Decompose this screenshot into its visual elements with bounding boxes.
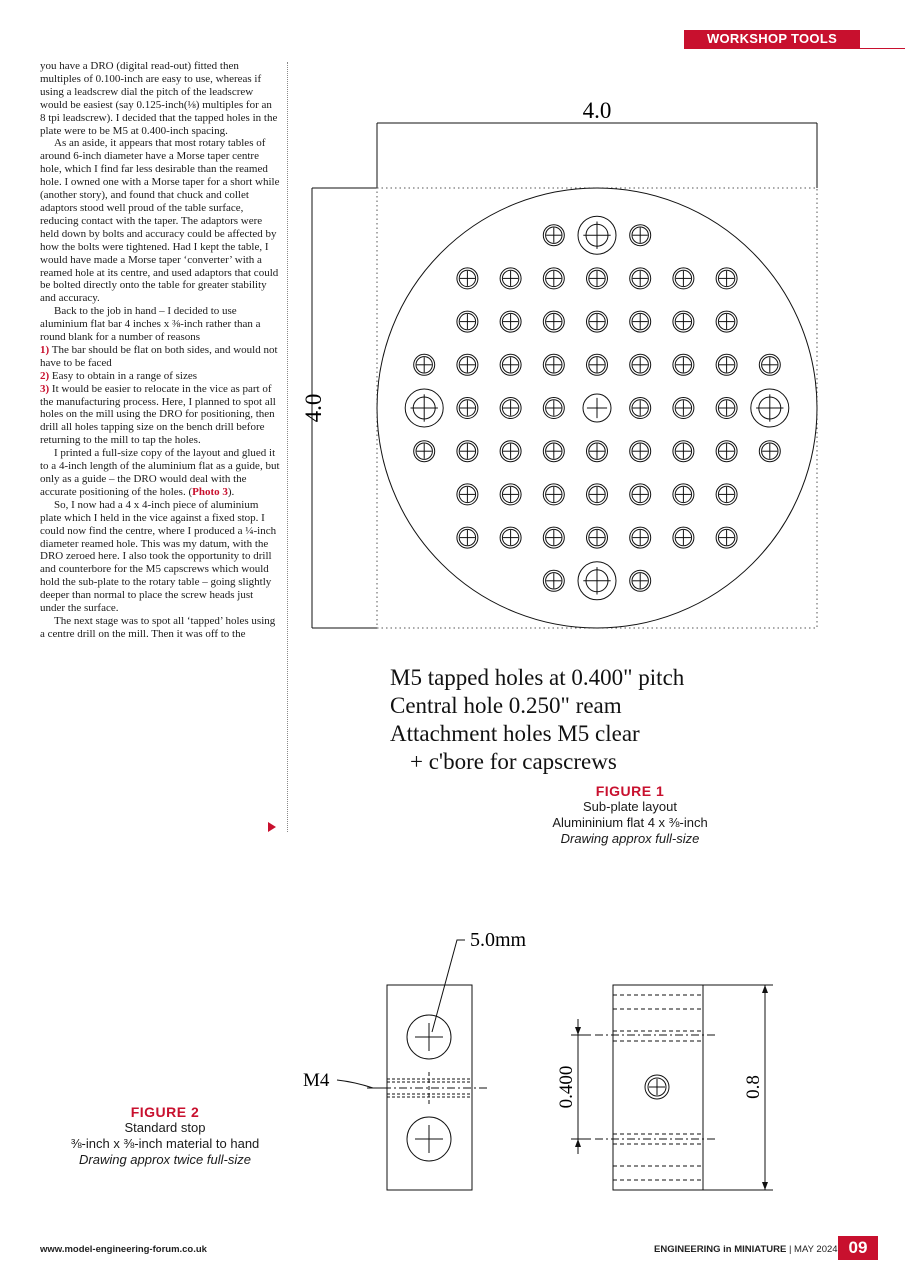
reason-text: It would be easier to relocate in the vice as part of the manufacturing process. Here, I planned to spot all holes on the mill using the DRO for positioning, then drill all holes tapping size on the bench drill before returning to the mill to tap the holes. bbox=[40, 382, 276, 447]
footer-masthead bbox=[654, 1244, 838, 1255]
dim-label-left: 4.0 bbox=[301, 393, 326, 423]
figure2-caption bbox=[20, 1104, 310, 1168]
reason-item bbox=[40, 370, 280, 383]
tap-size-label: M4 bbox=[303, 1070, 330, 1091]
leader-line bbox=[432, 940, 465, 1032]
reason-item bbox=[40, 383, 280, 448]
note-line: Central hole 0.250" ream bbox=[390, 693, 622, 718]
paragraph: you have a DRO (digital read-out) fitted then multiples of 0.100-inch are easy to use, whereas if using a leadscrew dial the pitch of the leadscrew would be easiest (say 0.125-inch(⅛) multiples for an 8 tpi leadscrew). I decided that the tapped holes in the plate were to be M5 at 0.400-inch spacing. bbox=[40, 60, 278, 137]
reason-text: Easy to obtain in a range of sizes bbox=[51, 369, 198, 382]
paragraph: The next stage was to spot all ‘tapped’ holes using a centre drill on the mill. Then it was off to the bbox=[40, 614, 276, 640]
column-divider bbox=[287, 62, 288, 832]
issue-date: | MAY 2024 bbox=[786, 1244, 838, 1255]
leader-line bbox=[337, 1080, 387, 1088]
caption-title: FIGURE 1 bbox=[595, 783, 665, 799]
caption-line: ⅜-inch x ⅜-inch material to hand bbox=[70, 1136, 260, 1151]
article-column bbox=[40, 60, 280, 641]
figure1-caption bbox=[470, 783, 790, 847]
caption-title: FIGURE 2 bbox=[130, 1104, 200, 1120]
paragraph-text: I printed a full-size copy of the layout and glued it to a 4-inch length of the aluminium flat as a guide, but only as a guide – the DRO would deal with the accurate positioning of the holes. ( bbox=[40, 447, 280, 498]
caption-line: Alumininium flat 4 x ⅜-inch bbox=[552, 815, 708, 830]
caption-line: Drawing approx full-size bbox=[560, 831, 700, 846]
caption-line: Sub-plate layout bbox=[583, 799, 677, 814]
reason-number: 1) bbox=[40, 343, 50, 356]
paragraph: So, I now had a 4 x 4-inch piece of aluminium plate which I held in the vice against a fixed stop. I could now find the centre, where I produced a ¼-inch diameter reamed hole. This was my datum, with the DRO zeroed here. I also took the opportunity to drill and counterbore for the M5 capscrews which would hold the sub-plate to the rotary table – going slightly deeper than normal to place the screw heads just under the surface. bbox=[40, 498, 277, 615]
height-label: 0.8 bbox=[743, 1075, 764, 1099]
paragraph bbox=[40, 447, 280, 499]
caption-line: Standard stop bbox=[124, 1120, 206, 1135]
drill-size-label: 5.0mm bbox=[470, 929, 527, 951]
figure1-drawing bbox=[300, 90, 840, 650]
paragraph-text: ). bbox=[227, 485, 235, 498]
section-tag: WORKSHOP TOOLS bbox=[684, 30, 860, 48]
paragraph: Back to the job in hand – I decided to use aluminium flat bar 4 inches x ⅜-inch rather than a round blank for a number of reasons bbox=[40, 305, 261, 344]
reason-item bbox=[40, 344, 280, 370]
note-line: M5 tapped holes at 0.400" pitch bbox=[390, 665, 685, 690]
note-line: + c'bore for capscrews bbox=[410, 749, 617, 774]
spacing-label: 0.400 bbox=[556, 1065, 577, 1109]
photo-reference: Photo 3 bbox=[192, 485, 228, 498]
section-rule bbox=[684, 48, 905, 49]
figure1-notes bbox=[390, 664, 684, 776]
reason-text: The bar should be flat on both sides, and would not have to be faced bbox=[40, 343, 278, 369]
paragraph: As an aside, it appears that most rotary tables of around 6-inch diameter have a Morse taper centre hole, which I find far less desirable than the reamed hole. I owned one with a Morse taper for a short while (another story), and found that chuck and collet adaptors stood well proud of the table surface, reducing contact with the taper. The adaptors were held down by bolts and accuracy could be affected by how the bolts were tightened. Had I kept the table, I would have made a Morse taper ‘converter’ with a reamed hole at its centre, and used adaptors that could be bolted directly onto the table for greater stability and accuracy. bbox=[40, 137, 280, 305]
continued-arrow-icon bbox=[268, 822, 276, 832]
caption-line: Drawing approx twice full-size bbox=[79, 1152, 251, 1167]
footer-website: www.model-engineering-forum.co.uk bbox=[40, 1244, 207, 1255]
magazine-name: ENGINEERING in MINIATURE bbox=[654, 1244, 787, 1255]
figure2-drawing bbox=[295, 922, 795, 1222]
note-line: Attachment holes M5 clear bbox=[390, 721, 640, 746]
dim-label-top: 4.0 bbox=[582, 98, 612, 123]
page-number: 09 bbox=[838, 1236, 878, 1260]
reason-number: 2) bbox=[40, 369, 50, 382]
reason-number: 3) bbox=[40, 382, 50, 395]
